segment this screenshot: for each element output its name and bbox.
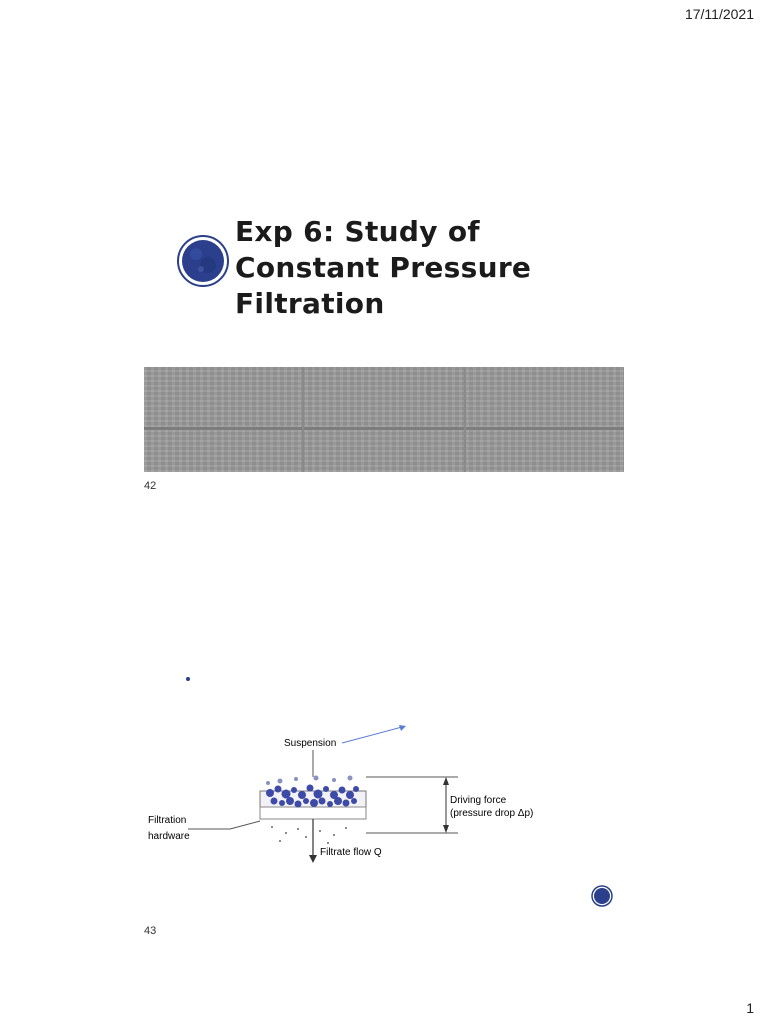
banner-seam	[464, 367, 466, 472]
label-filtrate-flow: Filtrate flow Q	[320, 847, 382, 858]
banner-seam	[302, 367, 304, 472]
arrow-icon	[342, 725, 406, 743]
document-date: 17/11/2021	[684, 6, 754, 22]
label-pressure-drop: (pressure drop Δp)	[450, 808, 534, 819]
page-number: 1	[746, 1000, 754, 1016]
label-filtration: Filtration	[148, 815, 187, 826]
slide-title	[235, 214, 575, 322]
label-driving-force: Driving force	[450, 795, 507, 806]
slide-number: 42	[144, 480, 157, 492]
texture-banner	[144, 367, 624, 472]
title-line-2: Constant Pressure	[235, 251, 532, 284]
label-suspension: Suspension	[284, 738, 337, 749]
bullet-dot-icon	[185, 676, 191, 682]
label-hardware: hardware	[148, 831, 190, 842]
blue-circle-icon	[591, 885, 613, 907]
logo-circle-icon	[176, 234, 230, 288]
title-line-1: Exp 6: Study of	[235, 215, 480, 248]
banner-seam	[144, 427, 624, 430]
slide-number: 43	[144, 925, 157, 937]
filtration-diagram	[130, 715, 570, 875]
title-line-3: Filtration	[235, 287, 385, 320]
